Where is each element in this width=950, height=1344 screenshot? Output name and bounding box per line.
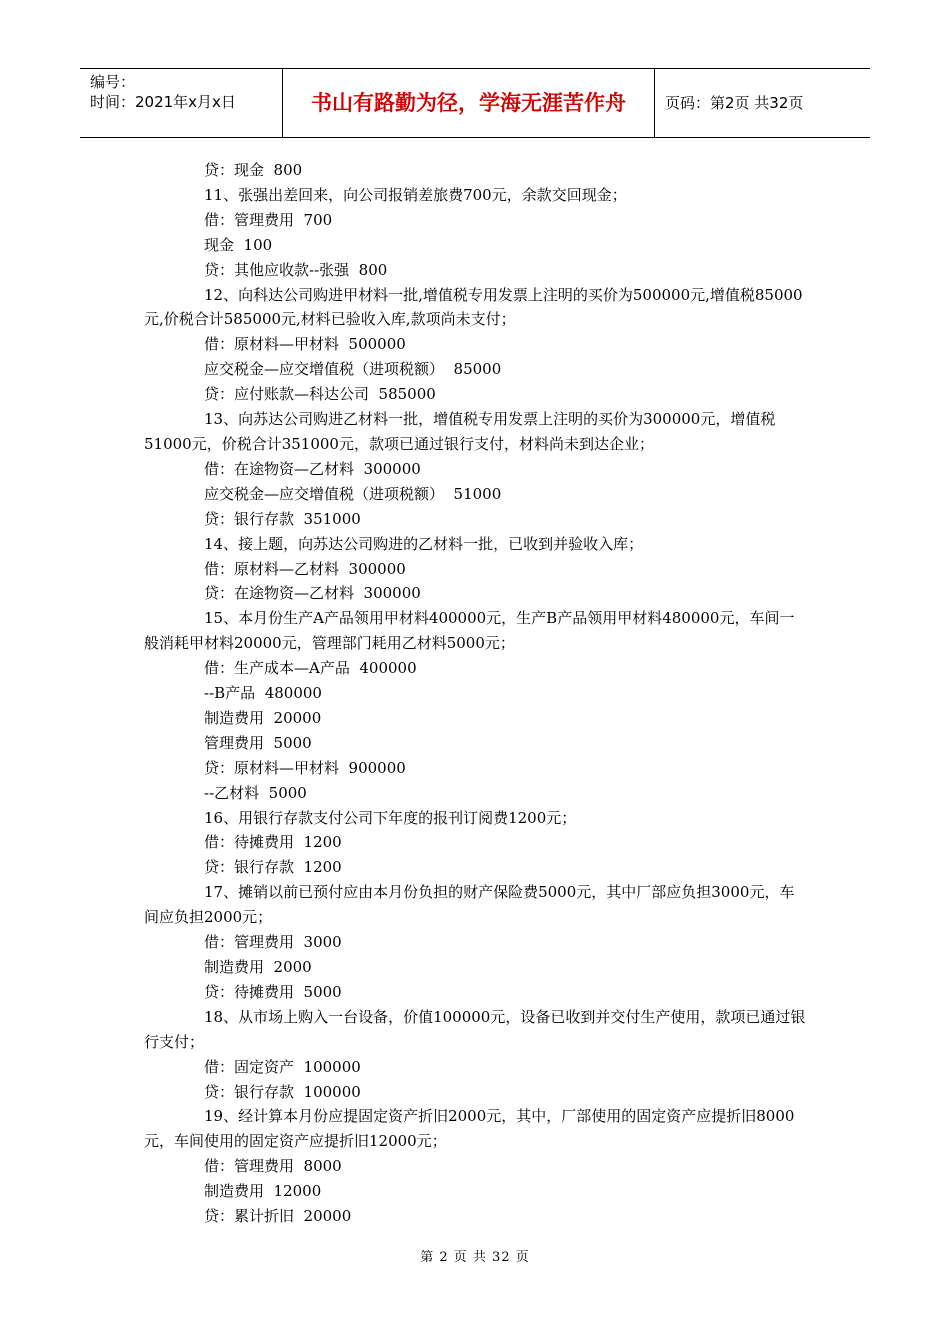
question-paragraph: 13、向苏达公司购进乙材料一批，增值税专用发票上注明的买价为300000元，增值税51000元，价税合计351000元，款项已通过银行支付，材料尚未到达企业； [144,410,776,453]
journal-entry-line: 贷：原材料—甲材料 900000 [204,758,406,777]
journal-entry-line: 贷：银行存款 1200 [204,858,342,877]
document-body [144,158,808,1229]
journal-entry-line: 借：固定资产 100000 [204,1057,361,1076]
question-paragraph: 15、本月份生产A产品领用甲材料400000元，生产B产品领用甲材料480000元，车间一般消耗甲材料20000元，管理部门耗用乙材料5000元； [144,609,795,653]
page-footer: 第 2 页 共 32 页 [420,1250,530,1265]
page-header [80,68,870,138]
journal-entry-line: 借：生产成本—A产品 400000 [204,659,417,678]
journal-entry-line: 应交税金—应交增值税（进项税额） 51000 [204,484,502,503]
journal-entry-line: --乙材料 5000 [204,783,307,802]
header-page-label: 页码：第2页 共32页 [665,94,804,112]
journal-entry-line: 借：原材料—甲材料 500000 [204,335,406,354]
question-paragraph: 18、从市场上购入一台设备，价值100000元，设备已收到并交付生产使用，款项已通过银行支付； [144,1007,806,1051]
journal-entry-line: 制造费用 2000 [204,958,312,976]
question-paragraph: 17、摊销以前已预付应由本月份负担的财产保险费5000元，其中厂部应负担3000元，车间应负担2000元； [144,883,795,927]
journal-entry-line: 贷：累计折旧 20000 [204,1207,352,1226]
journal-entry-line: --B产品 480000 [204,684,322,703]
journal-entry-line: 借：管理费用 700 [204,210,333,229]
journal-entry-line: 借：管理费用 8000 [204,1157,342,1176]
doc-number-label: 编号： [90,73,136,91]
journal-entry-line: 借：待摊费用 1200 [204,833,342,852]
journal-entry-line: 制造费用 20000 [204,708,322,727]
journal-entry-line: 贷：待摊费用 5000 [204,982,342,1001]
journal-entry-line: 借：原材料—乙材料 300000 [204,559,406,578]
journal-entry-line: 制造费用 12000 [204,1182,322,1201]
question-paragraph: 16、用银行存款支付公司下年度的报刊订阅费1200元； [204,808,577,827]
journal-entry-line: 现金 100 [204,235,273,254]
header-left-cell [80,69,282,137]
journal-entry-line: 贷：在途物资—乙材料 300000 [204,584,421,603]
journal-entry-line: 贷：应付账款—科达公司 585000 [204,385,436,404]
journal-entry-line: 贷：其他应收款--张强 800 [204,260,388,279]
time-label: 时间：2021年x月x日 [90,93,236,111]
question-paragraph: 14、接上题，向苏达公司购进的乙材料一批，已收到并验收入库； [204,534,644,553]
question-paragraph: 12、向科达公司购进甲材料一批,增值税专用发票上注明的买价为500000元,增值税85000元,价税合计585000元,材料已验收入库,款项尚未支付； [144,285,803,329]
journal-entry-line: 贷：现金 800 [204,161,303,179]
question-paragraph: 11、张强出差回来，向公司报销差旅费700元，余款交回现金； [204,185,627,204]
journal-entry-line: 借：在途物资—乙材料 300000 [204,459,421,478]
journal-entry-line: 管理费用 5000 [204,733,312,752]
question-paragraph: 19、经计算本月份应提固定资产折旧2000元，其中，厂部使用的固定资产应提折旧8000元，车间使用的固定资产应提折旧12000元； [144,1107,795,1151]
journal-entry-line: 贷：银行存款 351000 [204,509,361,528]
journal-entry-line: 应交税金—应交增值税（进项税额） 85000 [204,360,502,379]
header-motto: 书山有路勤为径，学海无涯苦作舟 [282,69,655,137]
journal-entry-line: 贷：银行存款 100000 [204,1082,361,1101]
journal-entry-line: 借：管理费用 3000 [204,933,342,952]
